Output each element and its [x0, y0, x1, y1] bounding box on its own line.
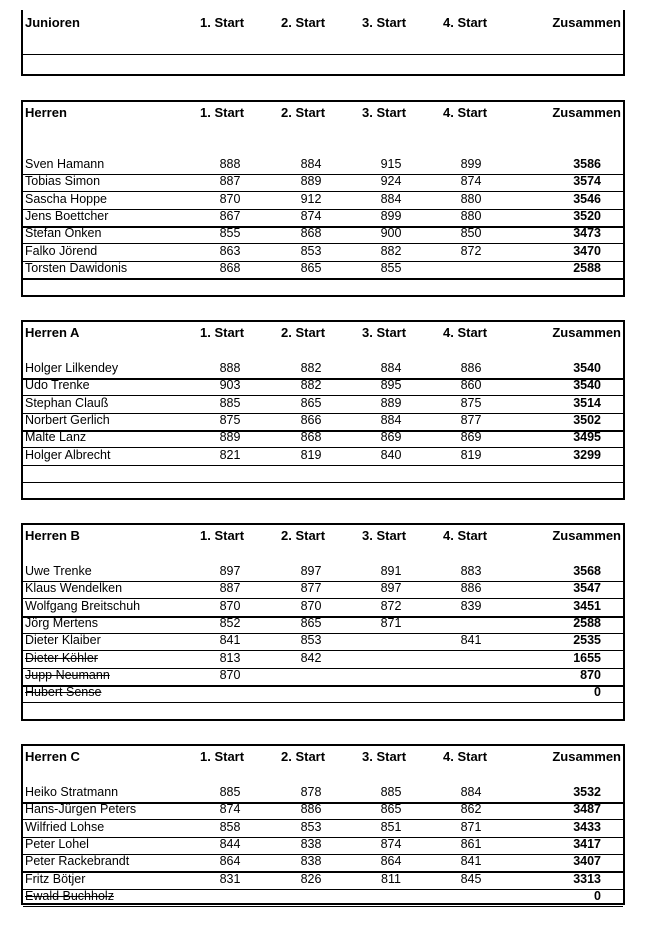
- col-header-4: 4. Start: [443, 325, 488, 340]
- table-row: [23, 157, 623, 175]
- player-name: Stephan Clauß: [25, 395, 109, 410]
- col-header-2: 2. Start: [281, 15, 326, 30]
- player-name: Ewald Buchholz: [25, 888, 114, 903]
- score-4: 845: [460, 871, 482, 886]
- table-row: [23, 261, 623, 279]
- score-total: 3495: [573, 430, 601, 445]
- player-name: Hubert Sense: [25, 685, 102, 700]
- col-header-1: 1. Start: [200, 325, 245, 340]
- score-2: 868: [300, 226, 322, 241]
- score-4: 886: [460, 581, 482, 596]
- score-1: 864: [219, 854, 241, 869]
- score-2: 865: [300, 260, 322, 275]
- score-1: 858: [219, 819, 241, 834]
- score-total: 3568: [573, 564, 601, 578]
- table-row: [23, 564, 623, 582]
- score-1: 863: [219, 243, 241, 258]
- score-2: 878: [300, 785, 322, 799]
- section-header: [23, 749, 623, 769]
- score-4: 861: [460, 836, 482, 851]
- col-header-total: Zusammen: [552, 749, 621, 764]
- score-4: 880: [460, 208, 482, 223]
- player-name: Tobias Simon: [25, 174, 101, 189]
- player-name: Dieter Klaiber: [25, 633, 101, 648]
- table-row: [23, 209, 623, 228]
- score-total: 3299: [573, 447, 601, 462]
- score-3: 891: [380, 564, 402, 578]
- score-3: 851: [380, 819, 402, 834]
- score-1: 831: [219, 871, 241, 886]
- score-total: 2588: [573, 615, 601, 630]
- table-row: [23, 685, 623, 703]
- col-header-3: 3. Start: [362, 15, 407, 30]
- score-2: 838: [300, 836, 322, 851]
- score-1: 870: [219, 191, 241, 206]
- score-3: 889: [380, 395, 402, 410]
- table-row: [23, 448, 623, 466]
- player-name: Holger Lilkendey: [25, 361, 119, 375]
- player-name: Holger Albrecht: [25, 447, 111, 462]
- table-row: [23, 361, 623, 380]
- score-total: 3586: [573, 157, 601, 171]
- score-4: 883: [460, 564, 482, 578]
- player-name: Malte Lanz: [25, 430, 87, 445]
- score-4: 880: [460, 191, 482, 206]
- section-herren-a: [21, 320, 625, 500]
- score-3: 897: [380, 581, 402, 596]
- score-1: 887: [219, 174, 241, 189]
- table-row: [23, 802, 623, 820]
- score-4: 839: [460, 598, 482, 613]
- score-4: 884: [460, 785, 482, 799]
- score-3: 882: [380, 243, 402, 258]
- player-name: Stefan Onken: [25, 226, 102, 241]
- score-3: 884: [380, 191, 402, 206]
- score-1: 867: [219, 208, 241, 223]
- score-1: 868: [219, 260, 241, 275]
- col-header-3: 3. Start: [362, 749, 407, 764]
- col-header-1: 1. Start: [200, 528, 245, 543]
- score-3: 915: [380, 157, 402, 171]
- score-2: 868: [300, 430, 322, 445]
- table-row: [23, 244, 623, 262]
- player-name: Udo Trenke: [25, 378, 90, 393]
- score-total: 3514: [573, 395, 601, 410]
- table-row: [23, 378, 623, 396]
- col-header-3: 3. Start: [362, 528, 407, 543]
- section-title: Junioren: [25, 15, 80, 30]
- score-total: 870: [580, 667, 601, 682]
- score-3: 885: [380, 785, 402, 799]
- score-2: 886: [300, 802, 322, 817]
- col-header-total: Zusammen: [552, 528, 621, 543]
- score-4: 886: [460, 361, 482, 375]
- section-herren-c: [21, 744, 625, 905]
- score-1: 844: [219, 836, 241, 851]
- score-2: 882: [300, 378, 322, 393]
- score-1: 885: [219, 785, 241, 799]
- player-name: Dieter Köhler: [25, 650, 98, 665]
- score-total: 0: [594, 888, 601, 903]
- score-total: 3451: [573, 598, 601, 613]
- score-1: 887: [219, 581, 241, 596]
- table-row: [23, 174, 623, 192]
- score-3: 865: [380, 802, 402, 817]
- table-row: [23, 413, 623, 432]
- score-2: 866: [300, 412, 322, 427]
- col-header-total: Zusammen: [552, 15, 621, 30]
- score-3: 900: [380, 226, 402, 241]
- col-header-3: 3. Start: [362, 105, 407, 120]
- score-total: 3473: [573, 226, 601, 241]
- player-name: Torsten Dawidonis: [25, 260, 128, 275]
- score-1: 821: [219, 447, 241, 462]
- score-2: 842: [300, 650, 322, 665]
- section-header: [23, 15, 623, 35]
- score-3: 899: [380, 208, 402, 223]
- score-3: 924: [380, 174, 402, 189]
- score-3: 884: [380, 361, 402, 375]
- score-total: 3547: [573, 581, 601, 596]
- score-2: 877: [300, 581, 322, 596]
- score-3: 884: [380, 412, 402, 427]
- col-header-2: 2. Start: [281, 749, 326, 764]
- section-herren: [21, 100, 625, 297]
- score-1: 852: [219, 615, 241, 630]
- table-row: [23, 820, 623, 838]
- col-header-4: 4. Start: [443, 528, 488, 543]
- score-1: 903: [219, 378, 241, 393]
- table-row: [23, 872, 623, 890]
- player-name: Uwe Trenke: [25, 564, 92, 578]
- score-2: 874: [300, 208, 322, 223]
- player-name: Jörg Mertens: [25, 615, 98, 630]
- table-row: [23, 854, 623, 873]
- score-3: 840: [380, 447, 402, 462]
- col-header-1: 1. Start: [200, 15, 245, 30]
- score-total: 3407: [573, 854, 601, 869]
- score-4: 874: [460, 174, 482, 189]
- table-row: [23, 837, 623, 855]
- score-2: 826: [300, 871, 322, 886]
- score-total: 2588: [573, 260, 601, 275]
- table-row: [23, 192, 623, 210]
- score-1: 874: [219, 802, 241, 817]
- score-1: 888: [219, 361, 241, 375]
- player-name: Norbert Gerlich: [25, 412, 110, 427]
- player-name: Sven Hamann: [25, 157, 105, 171]
- score-1: 888: [219, 157, 241, 171]
- score-1: 870: [219, 667, 241, 682]
- col-header-2: 2. Start: [281, 105, 326, 120]
- score-4: 819: [460, 447, 482, 462]
- score-2: 865: [300, 395, 322, 410]
- score-1: 885: [219, 395, 241, 410]
- score-total: 1655: [573, 650, 601, 665]
- score-3: 869: [380, 430, 402, 445]
- score-total: 0: [594, 685, 601, 700]
- score-4: 850: [460, 226, 482, 241]
- table-row: [23, 785, 623, 804]
- score-3: 855: [380, 260, 402, 275]
- score-2: 819: [300, 447, 322, 462]
- player-name: Wilfried Lohse: [25, 819, 105, 834]
- player-name: Hans-Jürgen Peters: [25, 802, 137, 817]
- score-3: 895: [380, 378, 402, 393]
- section-header: [23, 105, 623, 125]
- score-total: 3532: [573, 785, 601, 799]
- section-junioren: [21, 10, 625, 76]
- section-header: [23, 325, 623, 345]
- score-total: 3546: [573, 191, 601, 206]
- score-3: 864: [380, 854, 402, 869]
- score-2: 884: [300, 157, 322, 171]
- score-total: 3313: [573, 871, 601, 886]
- score-3: 874: [380, 836, 402, 851]
- score-4: 862: [460, 802, 482, 817]
- player-name: Fritz Bötjer: [25, 871, 86, 886]
- col-header-2: 2. Start: [281, 528, 326, 543]
- section-herren-b: [21, 523, 625, 721]
- score-total: 3540: [573, 361, 601, 375]
- score-total: 3487: [573, 802, 601, 817]
- table-row: [23, 651, 623, 669]
- score-total: 3502: [573, 412, 601, 427]
- score-total: 3470: [573, 243, 601, 258]
- score-4: 841: [460, 633, 482, 648]
- player-name: Jupp Neumann: [25, 667, 110, 682]
- score-total: 3540: [573, 378, 601, 393]
- section-title: Herren: [25, 105, 67, 120]
- table-row: [23, 226, 623, 244]
- score-1: 870: [219, 598, 241, 613]
- score-1: 841: [219, 633, 241, 648]
- col-header-4: 4. Start: [443, 749, 488, 764]
- section-title: Herren A: [25, 325, 80, 340]
- section-header: [23, 528, 623, 548]
- table-row: [23, 599, 623, 618]
- score-4: 871: [460, 819, 482, 834]
- score-4: 875: [460, 395, 482, 410]
- score-3: 871: [380, 615, 402, 630]
- section-title: Herren C: [25, 749, 80, 764]
- score-1: 889: [219, 430, 241, 445]
- score-2: 853: [300, 633, 322, 648]
- player-name: Klaus Wendelken: [25, 581, 123, 596]
- table-row: [23, 430, 623, 448]
- score-2: 853: [300, 819, 322, 834]
- section-title: Herren B: [25, 528, 80, 543]
- score-total: 3574: [573, 174, 601, 189]
- score-2: 865: [300, 615, 322, 630]
- divider: [23, 279, 623, 280]
- score-total: 3520: [573, 208, 601, 223]
- table-row: [23, 633, 623, 651]
- score-2: 870: [300, 598, 322, 613]
- col-header-3: 3. Start: [362, 325, 407, 340]
- player-name: Wolfgang Breitschuh: [25, 598, 141, 613]
- score-total: 2535: [573, 633, 601, 648]
- score-4: 872: [460, 243, 482, 258]
- score-3: 811: [381, 871, 401, 886]
- score-2: 912: [300, 191, 322, 206]
- score-4: 841: [460, 854, 482, 869]
- table-row: [23, 581, 623, 599]
- col-header-total: Zusammen: [552, 105, 621, 120]
- col-header-1: 1. Start: [200, 749, 245, 764]
- score-1: 875: [219, 412, 241, 427]
- score-total: 3433: [573, 819, 601, 834]
- divider: [23, 54, 623, 55]
- player-name: Heiko Stratmann: [25, 785, 119, 799]
- divider: [23, 482, 623, 483]
- score-2: 897: [300, 564, 322, 578]
- player-name: Jens Boettcher: [25, 208, 109, 223]
- col-header-1: 1. Start: [200, 105, 245, 120]
- player-name: Peter Rackebrandt: [25, 854, 130, 869]
- player-name: Falko Jörend: [25, 243, 98, 258]
- score-4: 860: [460, 378, 482, 393]
- table-row: [23, 889, 623, 907]
- score-total: 3417: [573, 836, 601, 851]
- score-1: 813: [219, 650, 241, 665]
- col-header-4: 4. Start: [443, 15, 488, 30]
- score-3: 872: [380, 598, 402, 613]
- score-4: 899: [460, 157, 482, 171]
- score-4: 869: [460, 430, 482, 445]
- score-2: 853: [300, 243, 322, 258]
- col-header-2: 2. Start: [281, 325, 326, 340]
- table-row: [23, 396, 623, 414]
- col-header-total: Zusammen: [552, 325, 621, 340]
- col-header-4: 4. Start: [443, 105, 488, 120]
- score-2: 838: [300, 854, 322, 869]
- table-row: [23, 616, 623, 634]
- score-2: 882: [300, 361, 322, 375]
- score-4: 877: [460, 412, 482, 427]
- score-1: 897: [219, 564, 241, 578]
- score-2: 889: [300, 174, 322, 189]
- score-1: 855: [219, 226, 241, 241]
- player-name: Sascha Hoppe: [25, 191, 108, 206]
- table-row: [23, 668, 623, 687]
- player-name: Peter Lohel: [25, 836, 89, 851]
